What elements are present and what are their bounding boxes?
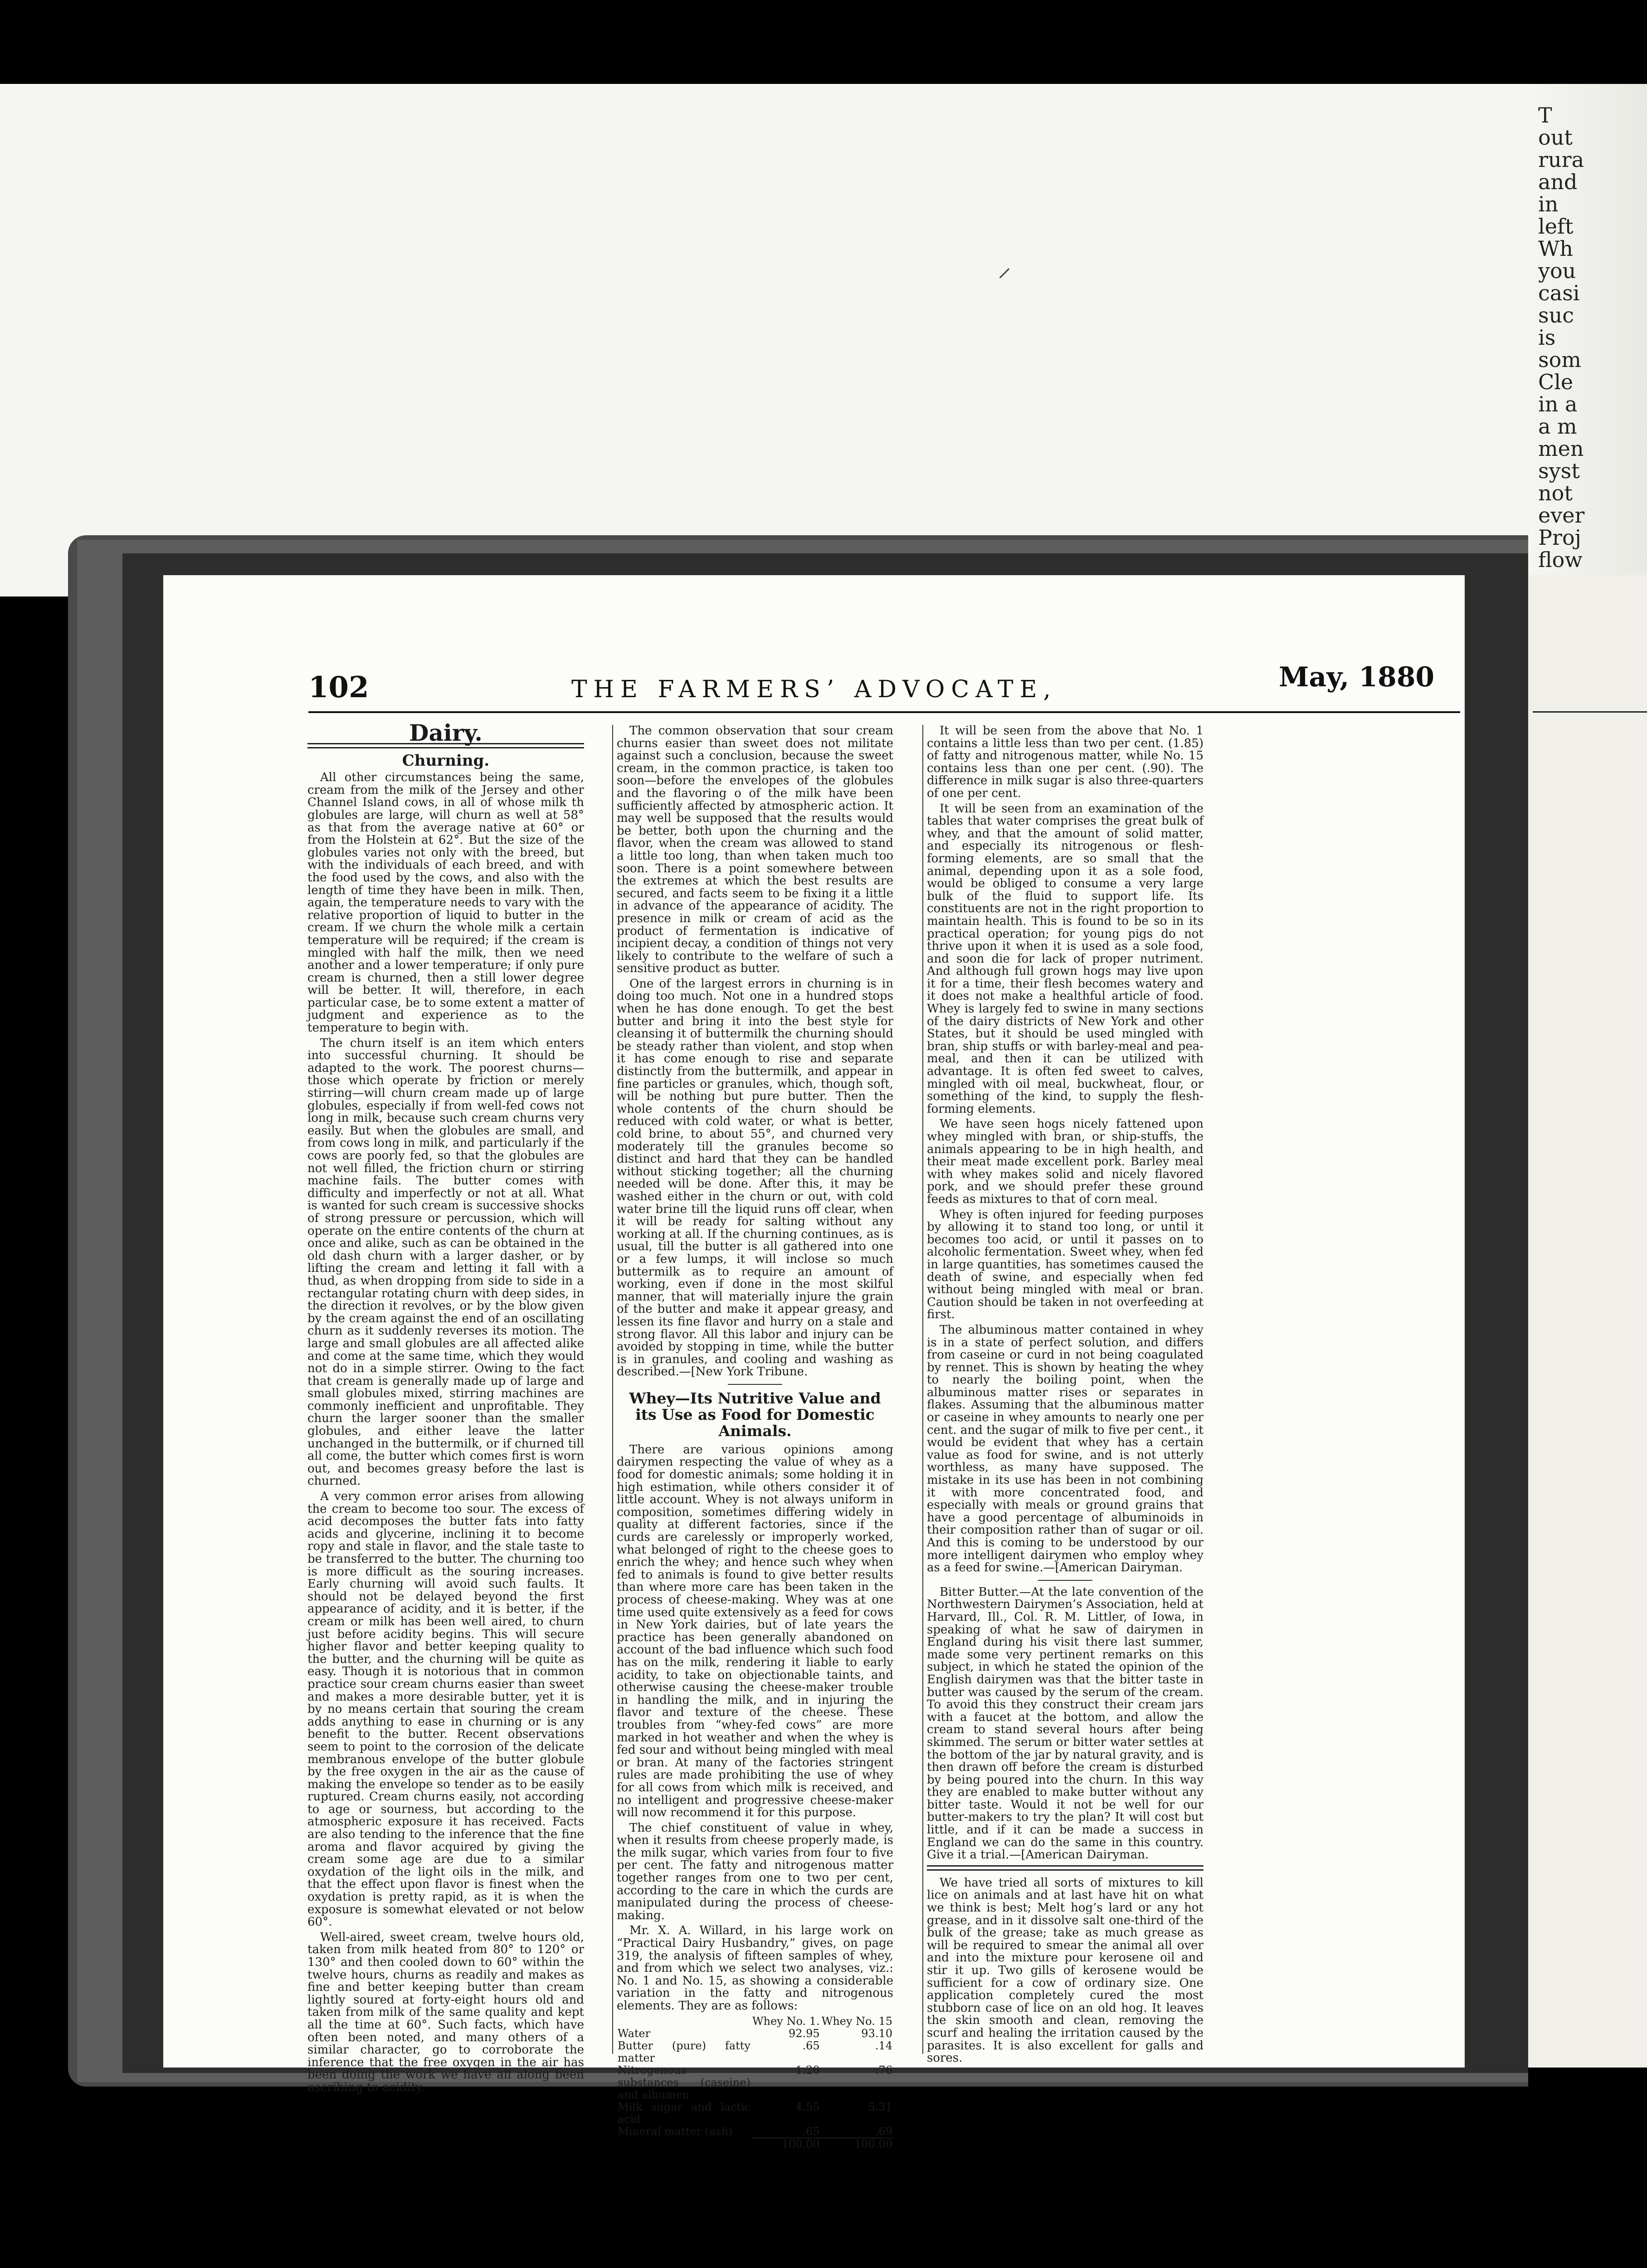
table-header-row: Whey No. 1. Whey No. 15 (752, 2014, 892, 2028)
previous-leaf (0, 84, 1647, 596)
paragraph: A very common error arises from allowing the cream to become too sour. The excess of acid decomposes the butter fats into fatty acids and glycerine, inclining it to become ropy and stale in flavor, and the stale taste to be transferred to the butter. The churning too is more difficult as the souring increases. Early churning will avoid such faults. It should not be delayed beyond the first appearance of acidity, and it is better, if the cream or milk has been well aired, to churn just before acidity begins. This will secure higher flavor and better keeping quality to the butter, and the churning will be quite as easy. Though it is notorious that in common practice sour cream churns easier than sweet and makes a more desirable butter, yet it is by no means certain that souring the cream adds anything to ease in churning or is any benefit to the butter. Recent observations seem to point to the corrosion of the delicate membranous envelope of the butter globule by the free oxygen in the air as the cause of making the envelope so tender as to be easily ruptured. Cream churns easily, not according to age or sourness, but according to the atmospheric exposure it has received. Facts are also tending to the inference that the fine aroma and flavor acquired by giving the cream some age are due to a similar oxydation of the light oils in the milk, and that the effect upon flavor is finest when the oxydation is pretty rapid, as it is when the exposure is somewhat elevated or not below 60°. (307, 1490, 584, 1929)
paragraph: One of the largest errors in churning is in doing too much. Not one in a hundred stops when he has done enough. To get the best butter and bring it into the best style for cleansing it of buttermilk the churning should be steady rather than violent, and stop when it has come enough to rise and separate distinctly from the buttermilk, and appear in fine particles or granules, which, though soft, will be nothing but pure butter. Then the whole contents of the churn should be reduced with cold water, or what is better, cold brine, to about 55°, and churned very moderately till the granules become so distinct and hard that they can be handled without sticking together; all the churning needed will be done. After this, it may be washed either in the churn or out, with cold water brine till the liquid runs off clear, when it will be ready for salting without any working at all. If the churning continues, as is usual, till the butter is all gathered into one or a few lumps, it will inclose so much buttermilk as to require an amount of working, even if done in the most skilful manner, that will materially injure the grain of the butter and make it appear greasy, and lessen its fine flavor and hurry on a stale and strong flavor. All this labor and injury can be avoided by stopping in time, while the butter is in granules, and cooling and washing as described.—[New York Tribune. (617, 977, 893, 1379)
divider (1038, 1580, 1092, 1581)
table-row: Nitrogenous substances (caseine) and albumen 1.20 .76 (618, 2063, 892, 2101)
article-title: Churning. (402, 751, 490, 770)
paragraph: All other circumstances being the same, cream from the milk of the Jersey and other Channel Island cows, in all of whose milk th globules are large, will churn as well at 58° as that from the average native at 60° or from the Holstein at 62°. But the size of the globules varies not only with the breed, but with the individuals of each breed, and with the food used by the cows, and also with the length of time they have been in milk. Then, again, the temperature needs to vary with the relative proportion of liquid to butter in the cream. If we churn the whole milk a certain temperature will be required; if the cream is mingled with half the milk, then we need another and a lower temperature; if only pure cream is churned, then a still lower degree will be better. It will, therefore, in each particular case, be to some extent a matter of judgment and experience as to the temperature to begin with. (307, 771, 584, 1035)
issue-date: May, 1880 (1279, 661, 1435, 693)
facing-page-rule (1533, 711, 1647, 713)
scan-top-border (0, 0, 1647, 54)
paragraph: Mr. X. A. Willard, in his large work on “Practical Dairy Husbandry,” gives, on page 319, the analysis of fifteen samples of whey, and from which we select two analyses, viz.: No. 1 and No. 15, as showing a considerable variation in the fatty and nitrogenous elements. They are as follows: (617, 1924, 893, 2013)
paragraph: It will be seen from an examination of the tables that water comprises the great bulk of whey, and that the amount of solid matter, and especially its nitrogenous or flesh-forming elements, are so small that the animal, depending upon it as a sole food, would be obliged to consume a very large bulk of the fluid to support life. Its constituents are not in the right proportion to maintain health. This is found to be so in its practical operation; for young pigs do not thrive upon it when it is used as a sole food, and soon die for lack of proper nutriment. And although full grown hogs may live upon it for a time, their flesh becomes watery and it does not make a healthful article of food. Whey is largely fed to swine in many sections of the dairy districts of New York and other States, but it should be used mingled with bran, ship stuffs or with barley-meal and pea-meal, and then it can be utilized with advantage. It is often fed sweet to calves, mingled with oil meal, buckwheat, flour, or something of the kind, to supply the flesh-forming elements. (927, 802, 1204, 1116)
column-2 (617, 724, 893, 2151)
header-rule (308, 711, 1460, 713)
column-rule (922, 725, 923, 2054)
facing-page-edge (1528, 575, 1647, 2068)
stray-pen-mark-icon: ⸍ (998, 263, 1011, 294)
paragraph: Well-aired, sweet cream, twelve hours old, taken from milk heated from 80° to 120° or 130° and then cooled down to 60° within the twelve hours, churns as readily and makes as fine and better keeping butter than cream lightly soured at forty-eight hours old and taken from milk of the same quality and kept all the time at 60°. Such facts, which have often been noted, and many others of a similar character, go to corroborate the inference that the free oxygen in the air has been doing the work we have all along been ascribing to acidity. (307, 1930, 584, 2094)
table-row: Milk sugar and lactic acid 4.55 5.31 (618, 2100, 892, 2126)
column-rule (612, 725, 613, 2054)
article-title: Whey—Its Nutritive Value and its Use as Food for Domestic Animals. (629, 1389, 881, 1440)
column-3 (927, 724, 1204, 2065)
table-row: Mineral matter (ash) .65 .69 (618, 2125, 892, 2138)
lice-remedy-paragraph: We have tried all sorts of mixtures to kill lice on animals and at last have hit on what we think is best; Melt hog’s lard or any hot grease, and in it dissolve salt one-third of the bulk of the grease; take as much grease as will be required to smear the animal all over and into the mixture pour kerosene oil and stir it up. Two gills of kerosene would be sufficient for a cow of ordinary size. One application completely cured the most stubborn case of lice on an old hog. It leaves the skin smooth and clean, removing the scurf and healing the irritation caused by the parasites. It is also excellent for galls and sores. (927, 1876, 1204, 2065)
paragraph: Whey is often injured for feeding purposes by allowing it to stand too long, or until it becomes too acid, or until it passes on to alcoholic fermentation. Sweet whey, when fed in large quantities, has sometimes caused the death of swine, and especially when fed without being mingled with meal or bran. Caution should be taken in not overfeeding at first. (927, 1207, 1204, 1322)
masthead-title: THE FARMERS’ ADVOCATE, (571, 676, 1057, 703)
table-row: Butter (pure) fatty matter .65 .14 (618, 2039, 892, 2064)
paragraph: It will be seen from the above that No. 1 contains a little less than two per cent. (1.85) of fatty and nitrogenous matter, while No. 15 contains less than one per cent. (.90). The difference in milk sugar is also three-quarters of one per cent. (927, 724, 1204, 800)
divider (728, 1384, 782, 1385)
column-1 (307, 719, 584, 2094)
whey-analysis-table (617, 2015, 893, 2151)
paragraph: The chief constituent of value in whey, when it results from cheese properly made, is the milk sugar, which varies from four to five per cent. The fatty and nitrogenous matter together ranges from one to two per cent, according to the care in which the curds are manipulated during the process of cheese-making. (617, 1821, 893, 1922)
paragraph: The common observation that sour cream churns easier than sweet does not militate against such a conclusion, because the sweet cream, in the common practice, is taken too soon—before the envelopes of the globules and the flavoring o of the milk have been sufficiently affected by atmospheric action. It may well be supposed that the results would be better, both upon the churning and the flavor, when the cream was allowed to stand a little too long, than when taken much too soon. There is a point somewhere between the extremes at which the best results are secured, and facts seem to be fixing it a little in advance of the appearance of acidity. The presence in milk or cream of acid as the product of fermentation is indicative of incipient decay, a condition of things not very likely to contribute to the welfare of such a sensitive product as butter. (617, 724, 893, 976)
double-rule (927, 1865, 1204, 1871)
bitter-butter-paragraph: Bitter Butter.—At the late convention of the Northwestern Dairymen’s Association, held at Harvard, Ill., Col. R. M. Littler, of Iowa, in speaking of what he saw of dairymen in England during his visit there last summer, made some very pertinent remarks on this subject, in which he stated the opinion of the English dairymen was that the bitter taste in butter was caused by the serum of the cream. To avoid this they construct their cream jars with a faucet at the bottom, and allow the cream to stand several hours after being skimmed. The serum or bitter water settles at the bottom of the jar by natural gravity, and is then drawn off before the cream is disturbed by being poured into the churn. In this way they are enabled to make butter without any bitter taste. Would it not be well for our butter-makers to try the plan? It will cost but little, and if it can be made a success in England we can do the same in this country. Give it a trial.—[American Dairyman. (927, 1585, 1204, 1862)
section-heading: Dairy. (409, 719, 482, 746)
newspaper-page (163, 575, 1465, 2151)
adjacent-page-column: T out rura and in left Wh you casi suc is som Cle in a a m men syst not ever Proj flow (1538, 103, 1585, 572)
table-total-row: 100.00 100.00 (617, 2138, 893, 2151)
paragraph: There are various opinions among dairymen respecting the value of whey as a food for domestic animals; some holding it in high estimation, while others consider it of little account. Whey is not always uniform in composition, sometimes differing widely in quality at different factories, since if the curds are carelessly or improperly worked, what belonged of right to the cheese goes to enrich the whey; and hence such whey when fed to animals is found to give better results than where more care has been taken in the process of cheese-making. Whey was at one time used quite extensively as a feed for cows in New York dairies, but of late years the practice has been generally abandoned on account of the bad influence which such food has on the milk, rendering it liable to early acidity, to take on objectionable taints, and otherwise causing the cheese-maker trouble in handling the milk, and in injuring the flavor and texture of the cheese. These troubles from “whey-fed cows” are more marked in hot weather and when the whey is fed sour and without being mingled with meal or bran. At many of the factories stringent rules are made prohibiting the use of whey for all cows from which milk is received, and no intelligent and progressive cheese-maker will now recommend it for this purpose. (617, 1442, 893, 1820)
page-number: 102 (308, 670, 369, 704)
paragraph: The albuminous matter contained in whey is in a state of perfect solution, and differs from caseine or curd in not being coagulated by rennet. This is shown by heating the whey to nearly the boiling point, when the albuminous matter rises or separates in flakes. Assuming that the albuminous matter or caseine in whey amounts to nearly one per cent. and the sugar of milk to five per cent., it would be evident that whey has a certain value as food for swine, and is not utterly worthless, as many have supposed. The mistake in its use has been in not combining it with more concentrated food, and especially with meals or ground grains that have a good percentage of albuminoids in their composition rather than of sugar or oil. And this is coming to be understood by our more intelligent dairymen who employ whey as a feed for swine.—[American Dairyman. (927, 1323, 1204, 1575)
table-row: Water 92.95 93.10 (618, 2027, 892, 2040)
paragraph: We have seen hogs nicely fattened upon whey mingled with bran, or ship-stuffs, the animals appearing to be in high health, and their meat made excellent pork. Barley meal with whey makes solid and nicely flavored pork, and we should prefer these ground feeds as mixtures to that of corn meal. (927, 1117, 1204, 1206)
paragraph: The churn itself is an item which enters into successful churning. It should be adapted to the work. The poorest churns—those which operate by friction or merely stirring—will churn cream made up of large globules, especially if from well-fed cows not long in milk, because such cream churns very easily. But when the globules are small, and from cows long in milk, and particularly if the cows are poorly fed, so that the globules are not well filled, the friction churn or stirring machine fails. The butter comes with difficulty and imperfectly or not at all. What is wanted for such cream is successive shocks of strong pressure or percussion, which will operate on the entire contents of the churn at once and alike, such as can be obtained in the old dash churn with a larger dasher, or by lifting the cream and letting it fall with a thud, as when dropping from side to side in a rectangular rotating churn with deep sides, in the direction it revolves, or by the blow given by the cream against the end of an oscillating churn as it suddenly reverses its motion. The large and small globules are all affected alike and come at the same time, which they would not do in a simple stirrer. Owing to the fact that cream is generally made up of large and small globules mixed, stirring machines are commonly inefficient and unprofitable. They churn the larger sooner than the smaller globules, and either leave the latter unchanged in the buttermilk, or if churned till all come, the butter which comes first is worn out, and becomes greasy before the last is churned. (307, 1036, 584, 1488)
